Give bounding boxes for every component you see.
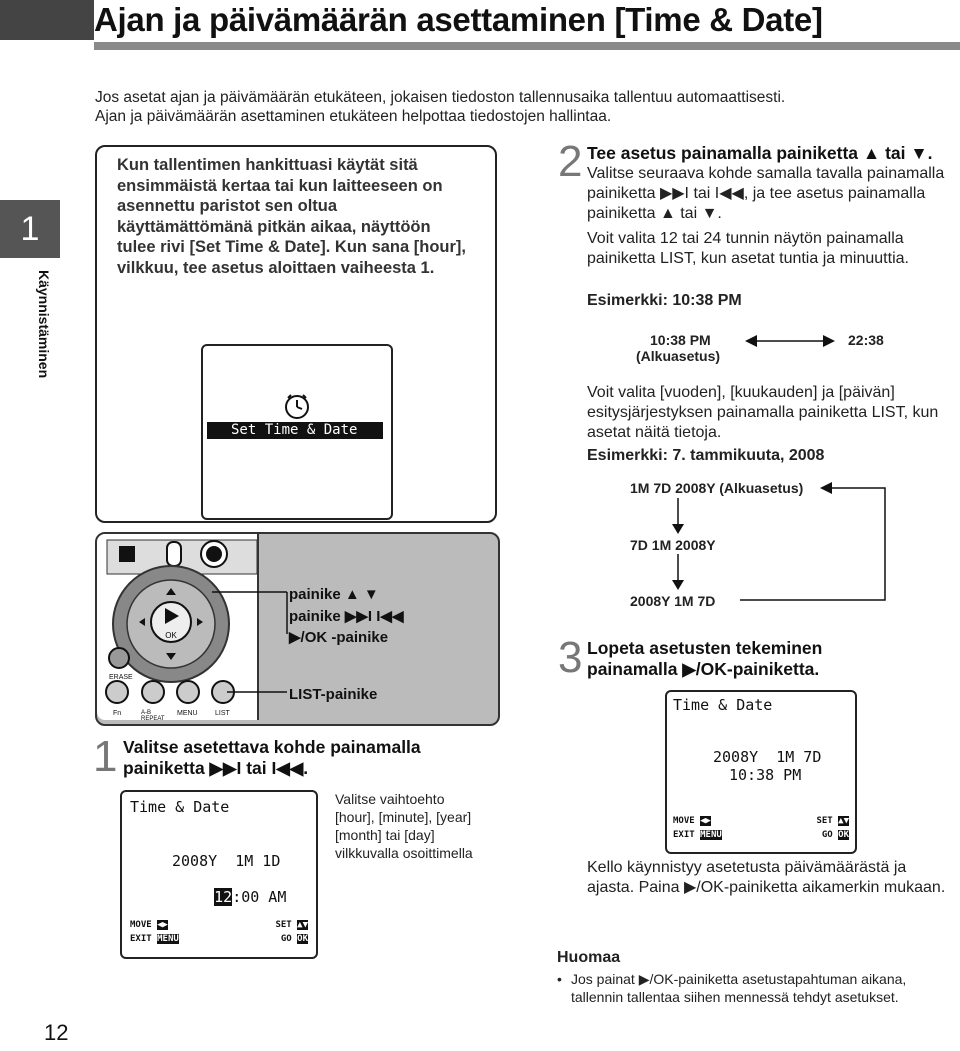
title-accent-bar bbox=[0, 0, 94, 40]
double-arrow-icon bbox=[745, 333, 835, 349]
lcd-step3-screen bbox=[665, 690, 857, 854]
lcd-step3-footer bbox=[673, 816, 849, 840]
set-time-banner: Set Time & Date bbox=[207, 422, 383, 439]
intro-line-2: Ajan ja päivämäärän asettaminen etukäteen helpottaa tiedostojen hallintaa. bbox=[95, 108, 612, 125]
first-use-text: Kun tallentimen hankittuasi käytät sitä ensimmäistä kertaa tai kun laitteeseen on asennettu paristot sen oltua käyttämättömänä pitkän aikaa, näyttöön tulee rivi [Set Time & Date]. Kun sana [hour], vilkkuu, tee asetus aloittaen vaiheesta 1. bbox=[117, 156, 467, 277]
left-right-icon: ◀▶ bbox=[157, 920, 168, 930]
lcd-step3-date: 2008Y 1M 7D bbox=[713, 748, 822, 766]
step-2-body-3: Voit valita [vuoden], [kuukauden] ja [päivän] esitysjärjestyksen painamalla painiketta LIST, kun asetat näitä tietoja. bbox=[587, 384, 939, 441]
ok-key: OK bbox=[838, 830, 849, 840]
exit-label: EXIT bbox=[130, 934, 152, 944]
clock-icon bbox=[283, 392, 311, 420]
lcd-step1-screen bbox=[120, 790, 318, 959]
example-1-label: Esimerkki: 10:38 PM bbox=[587, 292, 742, 309]
first-use-box bbox=[95, 145, 497, 523]
set-label: SET bbox=[816, 816, 833, 826]
lcd-step1-date: 2008Y 1M 1D bbox=[172, 852, 281, 870]
step-2-body-1: Valitse seuraava kohde samalla tavalla painamalla painiketta ▶▶I tai I◀◀, ja tee asetus painamalla painiketta ▲ tai ▼. bbox=[587, 165, 945, 222]
lcd-step3-time: 10:38 PM bbox=[729, 766, 802, 784]
title-rule bbox=[94, 42, 960, 50]
ex1-right: 22:38 bbox=[848, 332, 884, 348]
lcd-step1-footer bbox=[130, 920, 308, 944]
up-down-icon: ▲▼ bbox=[838, 816, 849, 826]
note-heading: Huomaa bbox=[557, 949, 621, 966]
svg-text:OK: OK bbox=[165, 631, 177, 640]
intro-line-1: Jos asetat ajan ja päivämäärän etukäteen, jokaisen tiedoston tallennusaika tallentuu automaattisesti. bbox=[95, 89, 786, 106]
note-bullet-text: Jos painat ▶/OK-painiketta asetustapahtuman aikana, tallennin tallentaa siihen mennessä tehdyt asetukset. bbox=[571, 971, 907, 1005]
order-3: 2008Y 1M 7D bbox=[630, 593, 716, 609]
note-bullet bbox=[557, 970, 947, 1006]
example-1-diagram bbox=[630, 330, 930, 366]
ex1-left: 10:38 PM bbox=[650, 332, 711, 348]
move-label: MOVE bbox=[673, 816, 695, 826]
bullet-icon: • bbox=[557, 971, 562, 987]
ab-repeat-label: A-B REPEAT bbox=[141, 710, 165, 722]
step-2-number: 2 bbox=[558, 137, 583, 186]
step-3-body: Kello käynnistyy asetetusta päivämäärästä ja ajasta. Paina ▶/OK-painiketta aikamerkin mukaan. bbox=[587, 859, 946, 896]
step-3-number: 3 bbox=[558, 633, 583, 682]
step-3-heading: Lopeta asetusten tekeminen painamalla ▶/OK-painiketta. bbox=[587, 638, 823, 679]
menu-label: MENU bbox=[177, 710, 198, 717]
lcd-step1-time-rest: :00 AM bbox=[232, 888, 287, 906]
lcd-step1-title: Time & Date bbox=[130, 798, 230, 816]
chapter-label bbox=[30, 270, 52, 440]
menu-key: MENU bbox=[157, 934, 179, 944]
lcd-step3-title: Time & Date bbox=[673, 696, 773, 714]
chapter-number: 1 bbox=[0, 200, 60, 258]
lcd-step1-hour-cursor: 12 bbox=[214, 888, 233, 906]
order-1-sub: (Alkuasetus) bbox=[719, 480, 804, 496]
page-number: 12 bbox=[44, 1020, 69, 1045]
cycle-arrows bbox=[620, 476, 890, 616]
ok-key: OK bbox=[297, 934, 308, 944]
step-2-heading: Tee asetus painamalla painiketta ▲ tai ▼. bbox=[587, 143, 933, 163]
device-button-panel bbox=[95, 532, 500, 726]
step-2-body-2: Voit valita 12 tai 24 tunnin näytön painamalla painiketta LIST, kun asetat tuntia ja minuuttia. bbox=[587, 230, 909, 267]
erase-label: ERASE bbox=[109, 674, 133, 681]
order-1-text: 1M 7D 2008Y bbox=[630, 480, 716, 496]
ok-button-label: ▶/OK -painike bbox=[289, 629, 389, 646]
updown-button-label: painike ▲ ▼ bbox=[289, 586, 379, 603]
skip-button-label: painike ▶▶I I◀◀ bbox=[289, 608, 404, 625]
go-label: GO bbox=[280, 934, 292, 944]
list-label: LIST bbox=[215, 710, 230, 717]
list-button-label: LIST-painike bbox=[289, 686, 378, 703]
fn-label: Fn bbox=[113, 710, 122, 717]
chapter-label-text: Käynnistäminen bbox=[36, 270, 52, 379]
date-order-diagram bbox=[620, 476, 890, 616]
lcd-set-time-screen bbox=[201, 344, 393, 520]
go-label: GO bbox=[821, 830, 833, 840]
page-title: Ajan ja päivämäärän asettaminen [Time & Date] bbox=[94, 1, 823, 38]
set-label: SET bbox=[275, 920, 292, 930]
step-1-heading: Valitse asetettava kohde painamalla painiketta ▶▶I tai I◀◀. bbox=[123, 737, 421, 778]
up-down-icon: ▲▼ bbox=[297, 920, 308, 930]
example-2-label: Esimerkki: 7. tammikuuta, 2008 bbox=[587, 447, 825, 464]
intro-text bbox=[95, 88, 935, 126]
left-right-icon: ◀▶ bbox=[700, 816, 711, 826]
lcd-step1-time bbox=[178, 870, 286, 924]
move-label: MOVE bbox=[130, 920, 152, 930]
order-2: 7D 1M 2008Y bbox=[630, 537, 716, 553]
menu-key: MENU bbox=[700, 830, 722, 840]
step-1-note: Valitse vaihtoehto [hour], [minute], [year] [month] tai [day] vilkkuvalla osoittimella bbox=[335, 791, 473, 861]
ex1-left-sub: (Alkuasetus) bbox=[636, 348, 721, 364]
exit-label: EXIT bbox=[673, 830, 695, 840]
step-1-number: 1 bbox=[93, 732, 118, 781]
